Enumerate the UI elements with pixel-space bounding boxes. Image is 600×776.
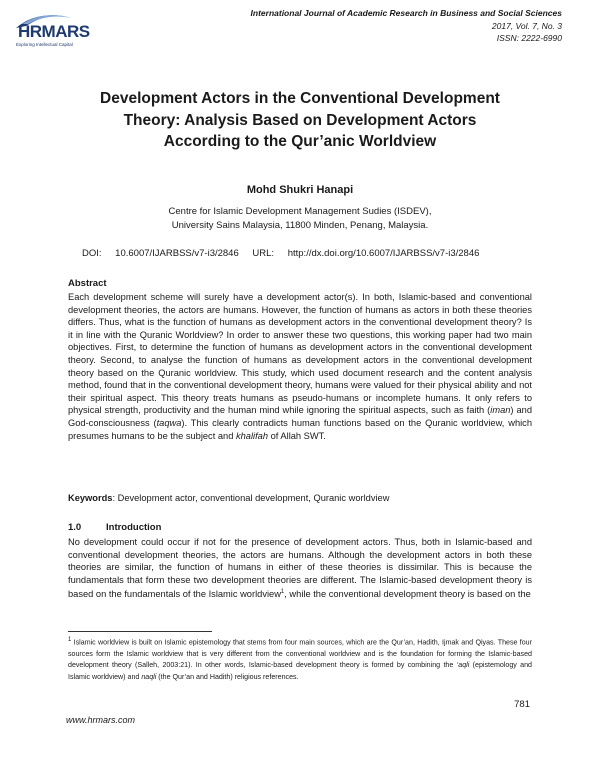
journal-volume: 2017, Vol. 7, No. 3	[491, 20, 562, 31]
keywords-text: : Development actor, conventional development, Quranic worldview	[112, 493, 390, 503]
journal-issn: ISSN: 2222-6990	[496, 33, 562, 43]
url-link[interactable]: http://dx.doi.org/10.6007/IJARBSS/v7-i3/2846	[287, 248, 480, 259]
abstract-text: Each development scheme will surely have a development actor(s). In both, Islamic-based and conventional development theories, the actors are humans. However, the function of humans as actors in both these theories differs. Thus, what is the function of humans as development actors in the conventional development theory? Is it in line with the Quranic Worldview? In order to answer these two questions, this working paper had two main objectives. First, to determine the function of humans as development actors in the conventional development theory. Second, to analyse the function of humans as development actors in the conventional development theory based on the Quranic worldview. This study, which used document research and the content analysis method, found that in the conventional development theory, humans were valued for their physical ability and not their spiritual aspect. This theory treats humans as pseudo-humans or incomplete humans. It only refers to physical strength, productivity and the human mind while ignoring the spiritual aspects, such as faith (iman) and God-consciousness (taqwa). This clearly contradicts human functions based on the Quranic worldview, which presumes humans to be the subject and khalifah of Allah SWT.	[68, 292, 533, 441]
paper-title	[40, 88, 560, 153]
section-heading-introduction	[68, 522, 161, 533]
footnote-ref: 1	[280, 589, 285, 596]
title-line: According to the Qur’anic Worldview	[163, 133, 437, 150]
website-footer[interactable]: www.hrmars.com	[66, 715, 136, 725]
doi-line	[82, 248, 489, 259]
journal-header	[251, 7, 562, 45]
abstract-heading: Abstract	[68, 278, 107, 289]
hrmars-logo	[14, 10, 90, 52]
doi-value[interactable]: 10.6007/IJARBSS/v7-i3/2846	[115, 248, 239, 259]
logo-tagline: Exploring Intellectual Capital	[16, 42, 73, 47]
section-number: 1.0	[68, 522, 82, 533]
footnote-divider	[68, 631, 212, 632]
url-label: URL:	[252, 248, 275, 259]
author-name: Mohd Shukri Hanapi	[246, 184, 354, 196]
affiliation-line: University Sains Malaysia, 11800 Minden, Penang, Malaysia.	[171, 219, 429, 231]
title-line: Theory: Analysis Based on Development Actors	[123, 111, 477, 129]
keywords-label: Keywords	[68, 493, 113, 503]
page-number: 781	[514, 699, 530, 710]
author-affiliation	[0, 205, 600, 232]
footnote: $^1$ Islamic worldview is built on Islamic epistemology that stems from four main sources, which are the Qur’an, Hadith, Ijmak and Qiyas. These four sources form the Islamic worldview that is very different from the conventional worldview and is the foundation for forming the Islamic-based development theory (Salleh, 2003:21). In other words, Islamic-based development theory is formed by combining the ‘aqli (epistemology and Islamic worldview) and naqli (the Qur’an and Hadith) religious references.	[68, 637, 533, 681]
journal-name: International Journal of Academic Research in Business and Social Sciences	[250, 8, 562, 18]
affiliation-line: Centre for Islamic Development Management Sudies (ISDEV),	[168, 206, 432, 217]
section-title: Introduction	[106, 522, 162, 533]
introduction-text: No development could occur if not for the presence of development actors. Thus, both in Islamic-based and conventional development theories, the actors are humans. Although the development actors in both these theories are similar, the function of humans in either of these theories is dissimilar. This is because the fundamentals that form these two development theories are different. The Islamic-based development theory is based on the fundamentals of the Islamic worldview$^1$, while the conventional development theory is based on the	[68, 537, 532, 600]
logo-name: HRMARS	[18, 22, 90, 41]
footnote-mark: 1	[68, 637, 72, 643]
doi-label: DOI:	[82, 248, 102, 259]
title-line: Development Actors in the Conventional Development	[100, 90, 500, 107]
keywords	[68, 493, 389, 503]
